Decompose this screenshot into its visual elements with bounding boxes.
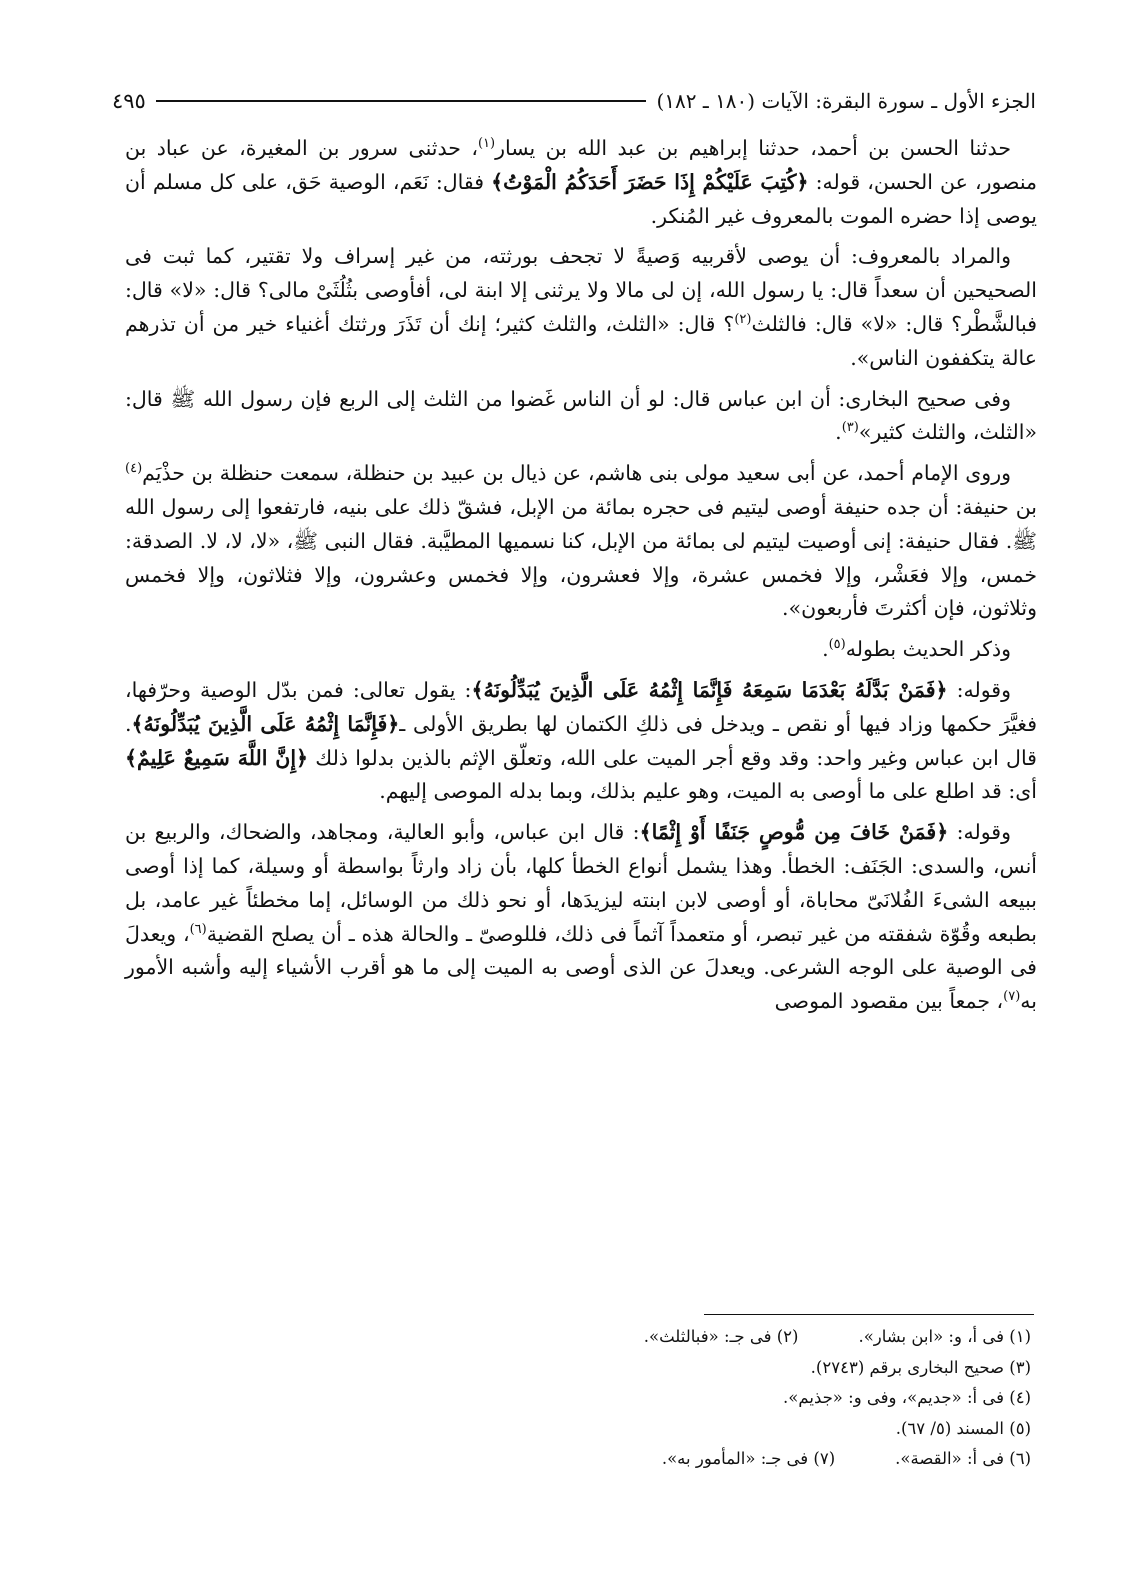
footnote-line: [191, 1414, 1031, 1445]
paragraph-text: . قال ابن عباس وغير واحد: وقد وقع أجر الميت على الله، وتعلّق الإثم بالذين بدلوا ذلك: [125, 711, 1037, 770]
paragraph-text: بن حنيفة: أن جده حنيفة أوصى ليتيم فى حجره بمائة من الإبل، فشقّ ذلك على بنيه، فارتفعوا إلى رسول الله ﷺ. فقال حنيفة: إنى أوصيت ليتيم لى بمائة من الإبل، كنا نسميها المطيَّبة. فقال النبى ﷺ، «لا، لا، لا. الصدقة: خمس، وإلا فعَشْر، وإلا فخمس عشرة، وإلا فعشرون، وإلا فخمس وعشرون، وإلا فثلاثون، وإلا فخمس وثلاثون، فإن أكثرتَ فأربعون».: [125, 494, 1037, 621]
footnote-marker: (١): [477, 136, 496, 152]
paragraph-text: : يقول تعالى: فمن بدّل الوصية وحرّفها، فغيَّرَ حكمها وزاد فيها أو نقص ـ ويدخل فى ذلكِ الكتمان لها بطريق الأولى ـ: [125, 677, 1037, 736]
paragraph-text: وفى صحيح البخارى: أن ابن عباس قال: لو أن الناس غَضوا من الثلث إلى الربع فإن رسول الله ﷺ قال: «الثلث، والثلث كثير»: [125, 386, 1037, 445]
page-number: ٤٩٥: [112, 89, 146, 113]
footnote-text: (٢) فى جـ: «فبالثلث».: [643, 1327, 799, 1346]
footnote-marker: (٢): [734, 312, 752, 328]
footnote-line: [191, 1444, 1031, 1475]
paragraph-text: وقوله:: [948, 820, 1011, 845]
footnote-line: [191, 1353, 1031, 1384]
body-text: [125, 132, 1037, 1026]
paragraph: [125, 240, 1037, 375]
footnote-marker: (٣): [841, 420, 859, 436]
paragraph-text: وذكر الحديث بطوله: [845, 637, 1011, 662]
footnote-line: [191, 1322, 1031, 1353]
footnote-spacer: [835, 1444, 895, 1475]
paragraph-text: أى: قد اطلع على ما أوصى به الميت، وهو عليم بذلك، وبما بدله الموصى إليهم.: [379, 779, 1037, 804]
paragraph-text: فقال: نَعَم، الوصية حَق، على كل مسلم أن يوصى إذا حضره الموت بالمعروف غير المُنكر.: [125, 169, 1037, 228]
paragraph-text: ، جمعاً بين مقصود الموصى: [774, 989, 1004, 1014]
footnote-marker: (٦): [189, 921, 207, 937]
footnote-line: [191, 1383, 1031, 1414]
quran-verse: ﴿إِنَّ اللَّهَ سَمِيعٌ عَلِيمٌ﴾: [125, 745, 309, 770]
paragraph-text: : قال ابن عباس، وأبو العالية، ومجاهد، والضحاك، والربيع بن أنس، والسدى: الجَنَف: الخطأ. وهذا يشمل أنواع الخطأ كلها، بأن زاد وارثاً بواسطة أو وسيلة، كما إذا أوصى ببيعه الشىءَ الفُلانَىّ محاباة، أو أوصى لابن ابنته ليزيدَها، أو نحو ذلك من الوسائل، إما مخطئاً غير عامد، بل بطبعه وقُوّة شفقته من غير تبصر، أو متعمداً آثماً فى ذلك، فللوصىّ ـ والحالة هذه ـ أن يصلح القضية: [125, 820, 1037, 946]
footnote-divider: [704, 1314, 1034, 1315]
footnote-marker: (٤): [125, 461, 143, 477]
quran-verse: ﴿فَإِنَّمَا إِثْمُهُ عَلَى الَّذِينَ يُبَدِّلُونَهُ﴾: [131, 711, 400, 736]
paragraph: [125, 633, 1037, 667]
paragraph-text: ؟ قال: «الثلث، والثلث كثير؛ إنك أن تَذَرَ ورثتك أغنياء خير من أن تذرهم عالة يتكففون الناس».: [125, 311, 1037, 370]
footnote-text: (٧) فى جـ: «المأمور به».: [661, 1449, 836, 1468]
footnote-text: (٤) فى أ: «جديم»، وفى و: «جذيم».: [783, 1388, 1031, 1407]
paragraph-text: وروى الإمام أحمد، عن أبى سعيد مولى بنى هاشم، عن ذيال بن عبيد بن حنظلة، سمعت حنظلة بن حذْيَم: [142, 461, 1011, 486]
quran-verse: ﴿فَمَنْ خَافَ مِن مُّوصٍ جَنَفًا أَوْ إِثْمًا﴾: [639, 820, 949, 845]
paragraph-text: .: [835, 420, 842, 445]
header-rule: [156, 100, 647, 102]
quran-verse: ﴿فَمَنْ بَدَّلَهُ بَعْدَمَا سَمِعَهُ فَإِنَّمَا إِثْمُهُ عَلَى الَّذِينَ يُبَدِّلُونَهُ﴾: [471, 677, 948, 702]
running-header: [112, 84, 1036, 118]
footnote-text: (٦) فى أ: «القصة».: [895, 1449, 1031, 1468]
quran-verse: ﴿كُتِبَ عَلَيْكُمْ إِذَا حَضَرَ أَحَدَكُمُ الْمَوْتُ﴾: [491, 169, 809, 194]
paragraph: [125, 383, 1037, 451]
paragraph-text: والمراد بالمعروف: أن يوصى لأقربيه وَصيةً لا تجحف بورثته، من غير إسراف ولا تقتير، كما ثبت فى الصحيحين أن سعداً قال: يا رسول الله، إن لى مالا ولا يرثنى إلا ابنة لى، أفأوصى بثُلُثَىْ مالى؟ قال: «لا» قال: فبالشَّطْر؟ قال: «لا» قال: فالثلث: [125, 244, 1038, 336]
footnote-text: (١) فى أ، و: «ابن بشار».: [858, 1327, 1031, 1346]
paragraph: [125, 132, 1037, 233]
paragraph-text: حدثنا الحسن بن أحمد، حدثنا إبراهيم بن عبد الله بن يسار: [495, 136, 1011, 160]
paragraph-text: وقوله:: [947, 677, 1012, 702]
paragraph: [125, 457, 1037, 626]
footnote-text: (٣) صحيح البخارى برقم (٢٧٤٣).: [810, 1357, 1031, 1377]
paragraph-text: .: [822, 637, 829, 662]
paragraph: [125, 674, 1037, 809]
footnote-marker: (٧): [1003, 989, 1021, 1005]
footnotes: [191, 1322, 1031, 1475]
footnote-text: (٥) المسند (٥/ ٦٧).: [895, 1418, 1031, 1438]
footnote-spacer: [798, 1322, 858, 1353]
paragraph-text: ، ويعدلَ فى الوصية على الوجه الشرعى. ويعدلَ عن الذى أوصى به الميت إلى ما هو أقرب الأشياء إليه وأشبه الأمور به: [125, 921, 1037, 1014]
header-title: الجزء الأول ـ سورة البقرة: الآيات (١٨٠ ـ ١٨٢): [656, 89, 1036, 113]
paragraph-text: ، حدثنى سرور بن المغيرة، عن عباد بن منصور، عن الحسن، قوله:: [125, 136, 1037, 194]
footnote-marker: (٥): [828, 637, 846, 653]
paragraph: [125, 816, 1037, 1019]
